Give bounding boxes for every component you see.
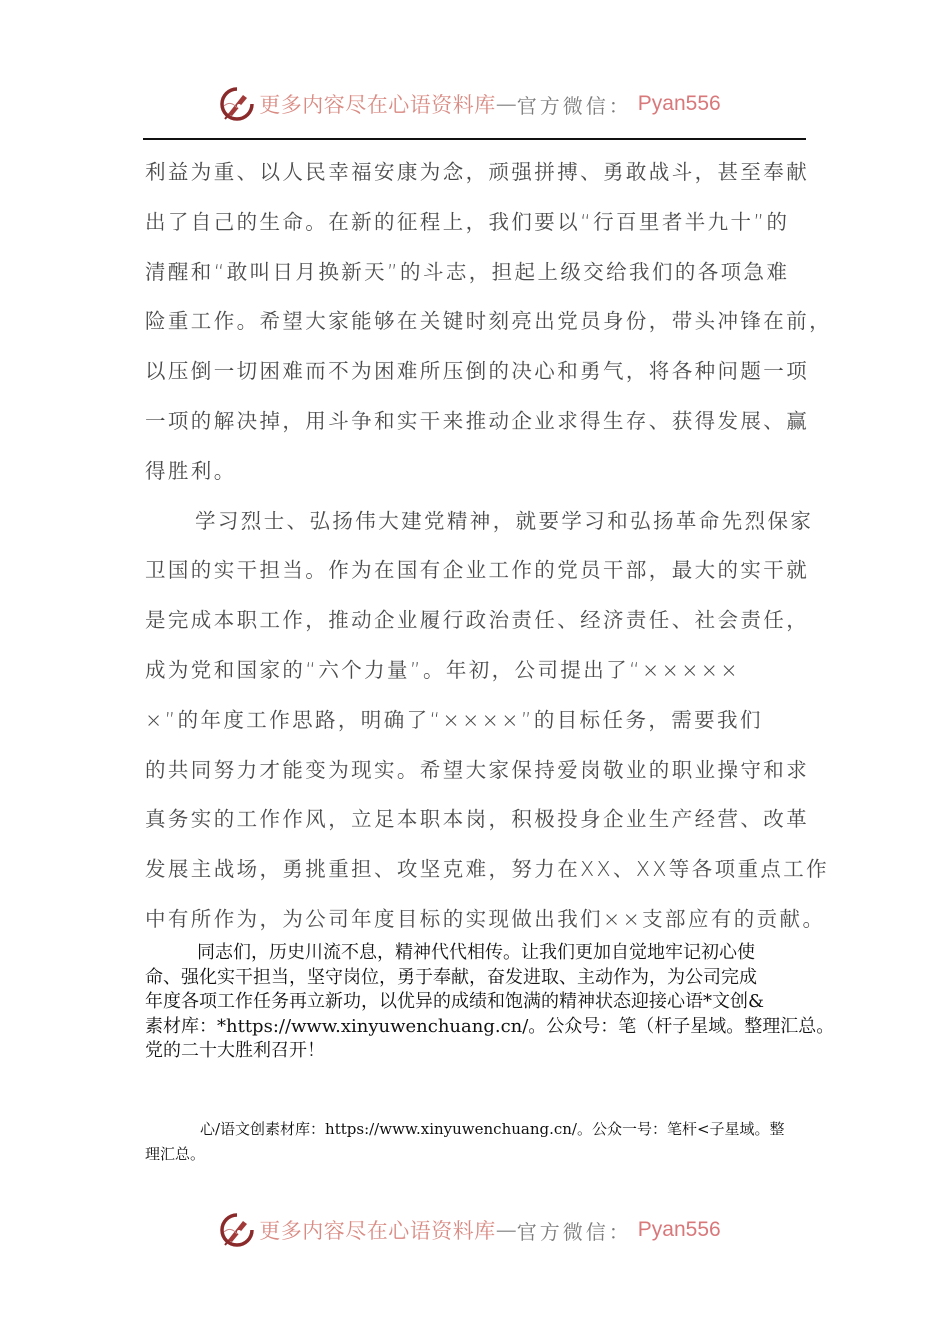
body-text [145, 150, 832, 947]
body-line: 卫国的实干担当。作为在国有企业工作的党员干部，最大的实干就 [145, 558, 810, 583]
closing-line: 党的二十大胜利召开！ [145, 1040, 325, 1062]
body-line: 学习烈士、弘扬伟大建党精神，就要学习和弘扬革命先烈保家 [195, 508, 814, 533]
closing-line: 同志们，历史川流不息，精神代代相传。让我们更加自觉地牢记初心使 [197, 942, 755, 963]
body-line: 以压倒一切困难而不为困难所压倒的决心和勇气，将各种问题一项 [145, 359, 810, 384]
wechat-id: Pyan556 [637, 92, 721, 115]
body-line: 是完成本职工作，推动企业履行政治责任、经济责任、社会责任， [145, 608, 810, 633]
wechat-label: 官方微信： [516, 93, 632, 118]
closing-line: 命、强化实干担当，坚守岗位，勇于奉献，奋发进取、主动作为，为公司完成 [145, 966, 757, 988]
header-banner [0, 82, 950, 126]
body-line: 出了自己的生命。在新的征程上，我们要以“行百里者半九十”的 [145, 209, 790, 234]
closing-line: 素材库：*https://www.xinyuwenchuang.cn/。公众号：笔（杆子星域。整理汇总。 [145, 1015, 835, 1037]
note-line: 理汇总。 [145, 1145, 206, 1163]
body-line: 利益为重、以人民幸福安康为念，顽强拼搏、勇敢战斗，甚至奉献 [145, 160, 810, 184]
quill-pen-logo-icon [219, 1212, 255, 1248]
brand-text: 更多内容尽在心语资料库 [259, 1219, 496, 1243]
body-line: 真务实的工作作风，立足本职本岗，积极投身企业生产经营、改革 [145, 807, 810, 832]
body-line: 清醒和“敢叫日月换新天”的斗志，担起上级交给我们的各项急难 [145, 259, 790, 284]
body-line: ×”的年度工作思路，明确了“××××”的目标任务，需要我们 [145, 707, 763, 732]
source-note [145, 1117, 815, 1167]
body-line: 一项的解决掉，用斗争和实干来推动企业求得生存、获得发展、赢 [145, 408, 810, 433]
body-line: 得胜利。 [145, 458, 237, 483]
dash-separator: — [495, 92, 517, 116]
closing-paragraph [145, 941, 835, 1064]
dash-separator: — [495, 1218, 517, 1242]
body-line: 险重工作。希望大家能够在关键时刻亮出党员身份，带头冲锋在前， [145, 309, 832, 334]
footer-banner [0, 1208, 950, 1252]
quill-pen-logo-icon [219, 86, 255, 122]
body-line: 的共同努力才能变为现实。希望大家保持爱岗敬业的职业操守和求 [145, 757, 810, 782]
header-rule [143, 138, 806, 140]
wechat-label: 官方微信： [516, 1219, 632, 1244]
brand-text: 更多内容尽在心语资料库 [259, 93, 496, 117]
wechat-id: Pyan556 [637, 1218, 721, 1241]
closing-line: 年度各项工作任务再立新功，以优异的成绩和饱满的精神状态迎接心语*文创& [145, 991, 765, 1013]
body-line: 成为党和国家的“六个力量”。年初，公司提出了“××××× [145, 657, 740, 682]
body-line: 发展主战场，勇挑重担、攻坚克难，努力在XX、XX等各项重点工作 [145, 857, 830, 882]
body-line: 中有所作为，为公司年度目标的实现做出我们××支部应有的贡献。 [145, 906, 826, 931]
note-line: 心/语文创素材库：https://www.xinyuwenchuang.cn/。公众一号：笔杆<子星域。整 [200, 1120, 785, 1138]
